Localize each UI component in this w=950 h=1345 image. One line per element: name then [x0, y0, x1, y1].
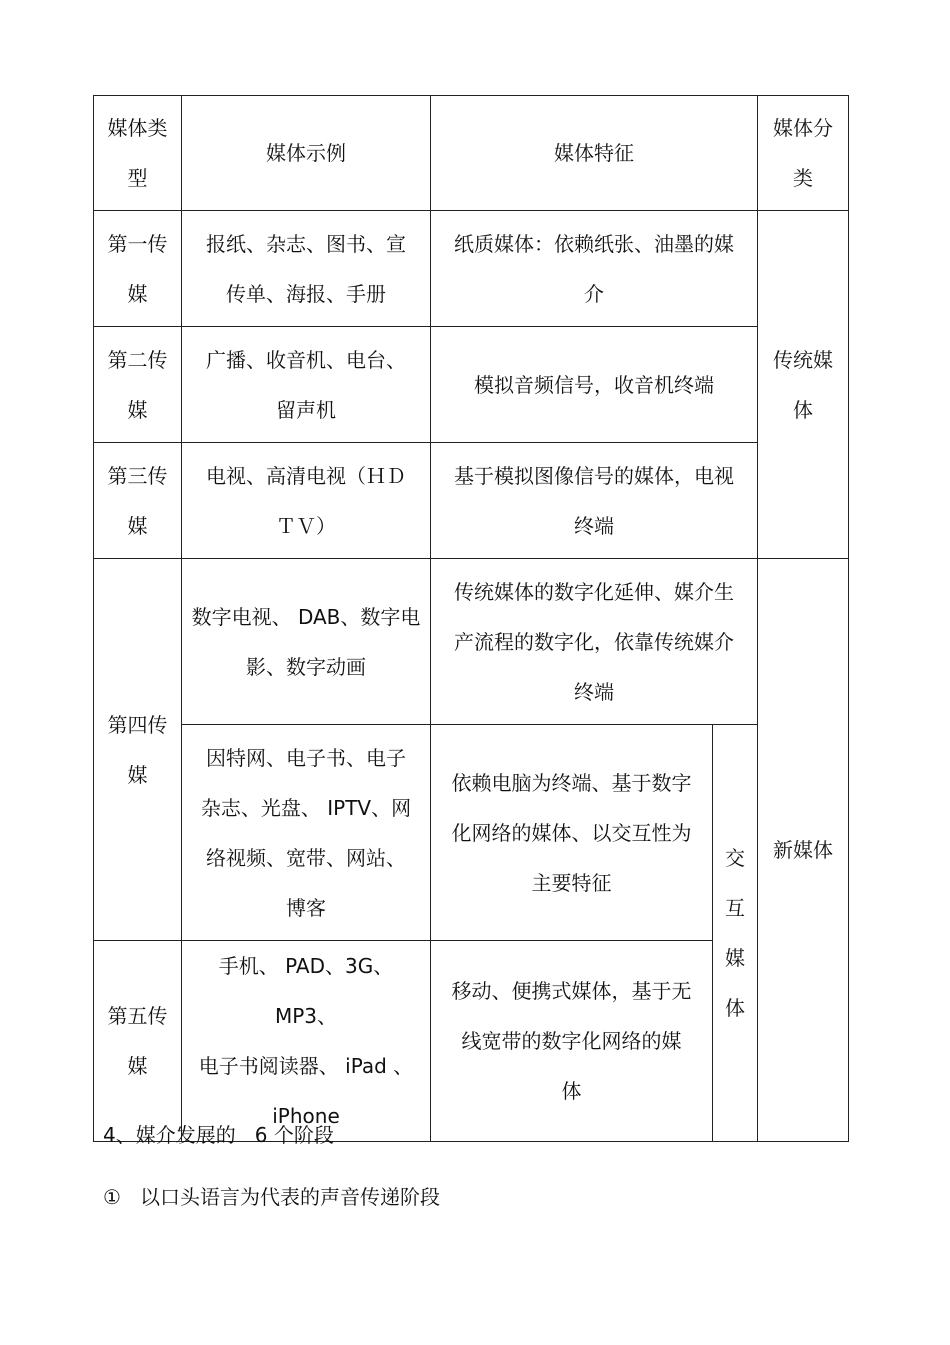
table-row: [94, 725, 849, 941]
row-feature: 基于模拟图像信号的媒体，电视 终端: [431, 443, 758, 559]
row-example: 广播、收音机、电台、 留声机: [182, 327, 431, 443]
table-row: [94, 327, 849, 443]
row-feature: 纸质媒体：依赖纸张、油墨的媒 介: [431, 211, 758, 327]
row-feature: 移动、便携式媒体，基于无 线宽带的数字化网络的媒 体: [431, 941, 713, 1142]
list-item: ① 以口头语言为代表的声音传递阶段: [103, 1185, 441, 1209]
header-example: 媒体示例: [182, 96, 431, 211]
row-example: 数字电视、 DAB、数字电 影、数字动画: [182, 559, 431, 725]
media-table: [93, 95, 849, 1142]
header-type: 媒体类 型: [94, 96, 182, 211]
table-row: [94, 443, 849, 559]
row-type: 第一传 媒: [94, 211, 182, 327]
table-row: [94, 211, 849, 327]
row-type: 第三传 媒: [94, 443, 182, 559]
interactive-media-label: 交 互 媒 体: [713, 725, 758, 1142]
row-type: 第二传 媒: [94, 327, 182, 443]
row-feature: 模拟音频信号，收音机终端: [431, 327, 758, 443]
row-example: 因特网、电子书、电子 杂志、光盘、 IPTV、网 络视频、宽带、网站、 博客: [182, 725, 431, 941]
category-new: 新媒体: [758, 559, 849, 1142]
table-row: [94, 559, 849, 725]
row-feature: 依赖电脑为终端、基于数字 化网络的媒体、以交互性为 主要特征: [431, 725, 713, 941]
row-feature: 传统媒体的数字化延伸、媒介生 产流程的数字化，依靠传统媒介 终端: [431, 559, 758, 725]
header-category: 媒体分 类: [758, 96, 849, 211]
row-example: 报纸、杂志、图书、宣 传单、海报、手册: [182, 211, 431, 327]
header-feature: 媒体特征: [431, 96, 758, 211]
row-example: 手机、 PAD、3G、MP3、 电子书阅读器、 iPad 、 iPhone: [182, 941, 431, 1142]
category-traditional: 传统媒 体: [758, 211, 849, 559]
section-heading: 4、媒介发展的 6 个阶段: [103, 1123, 334, 1147]
row-type: 第四传 媒: [94, 559, 182, 941]
row-type: 第五传 媒: [94, 941, 182, 1142]
row-example: 电视、高清电视（ＨＤ ＴＶ）: [182, 443, 431, 559]
table-header-row: [94, 96, 849, 211]
